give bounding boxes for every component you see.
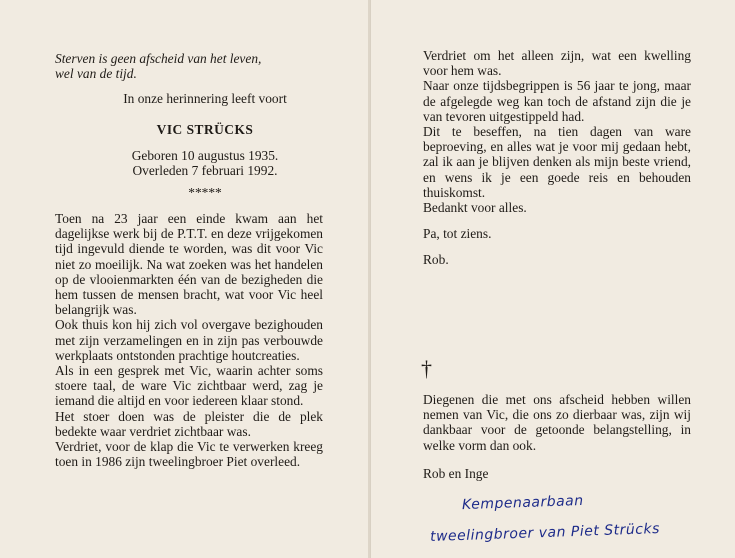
right-body-text (423, 48, 691, 268)
right-paragraph: Dit te beseffen, na tien dagen van ware beproeving, en alles wat je voor mij gedaan hebt, zal ik aan je blijven denken als mijn beste vriend, en wens ik je een goede reis en behouden thuiskomst. (423, 124, 691, 200)
left-body-text (55, 211, 323, 469)
right-paragraph: Bedankt voor alles. (423, 200, 527, 216)
spacer (423, 241, 691, 252)
life-dates (55, 148, 355, 178)
farewell-line: Pa, tot ziens. (423, 226, 492, 242)
handwritten-note-2: tweelingbroer van Piet Strücks (429, 520, 661, 546)
motto-line-1: Sterven is geen afscheid van het leven, (55, 51, 262, 66)
signature-line: Rob. (423, 252, 449, 268)
handwritten-note-1: Kempenaarbaan (461, 492, 584, 514)
motto (55, 51, 355, 81)
right-paragraph: Verdriet om het alleen zijn, wat een kwelling voor hem was. (423, 48, 691, 79)
left-paragraph: Verdriet, voor de klap die Vic te verwerken kreeg toen in 1986 zijn tweelingbroer Piet overleed. (55, 439, 323, 470)
birth-date: Geboren 10 augustus 1935. (131, 148, 279, 163)
deceased-name: VIC STRÜCKS (156, 122, 254, 137)
left-paragraph: Als in een gesprek met Vic, waarin achter soms stoere taal, de ware Vic zichtbaar werd, zag je iemand die altijd en voor iedereen klaar stond. (55, 363, 323, 409)
death-date: Overleden 7 februari 1992. (132, 163, 278, 179)
stars-divider: ***** (188, 185, 222, 200)
left-paragraph: Toen na 23 jaar een einde kwam aan het dagelijkse werk bij de P.T.T. en deze vrijgekomen tijd ingevuld diende te worden, was dit voor Vic niet zo moeilijk. Na wat zoeken was het handelen op de vlooienmarkten één van de bezigheden die hem tussen de mensen bracht, wat voor Vic heel belangrijk was. (55, 211, 323, 318)
right-paragraph: Naar onze tijdsbegrippen is 56 jaar te jong, maar de afgelegde weg kan toch de afstand zijn die je van tevoren uitgestippeld had. (423, 78, 691, 124)
closing-signature: Rob en Inge (423, 466, 489, 481)
motto-line-2: wel van de tijd. (55, 66, 137, 82)
cross-icon: † (421, 356, 432, 381)
left-paragraph: Ook thuis kon hij zich vol overgave bezighouden met zijn verzamelingen en in zijn pas verbouwde werkplaats ontstonden prachtige houtcreaties. (55, 317, 323, 363)
left-paragraph: Het stoer doen was de pleister die de plek bedekte waar verdriet zichtbaar was. (55, 408, 323, 439)
spacer (423, 215, 691, 226)
remember-line: In onze herinnering leeft voort (123, 91, 287, 106)
closing-text: Diegenen die met ons afscheid hebben willen nemen van Vic, die ons zo dierbaar was, zijn wij dankbaar voor de getoonde belangstelling, in welke vorm dan ook. (423, 392, 691, 453)
